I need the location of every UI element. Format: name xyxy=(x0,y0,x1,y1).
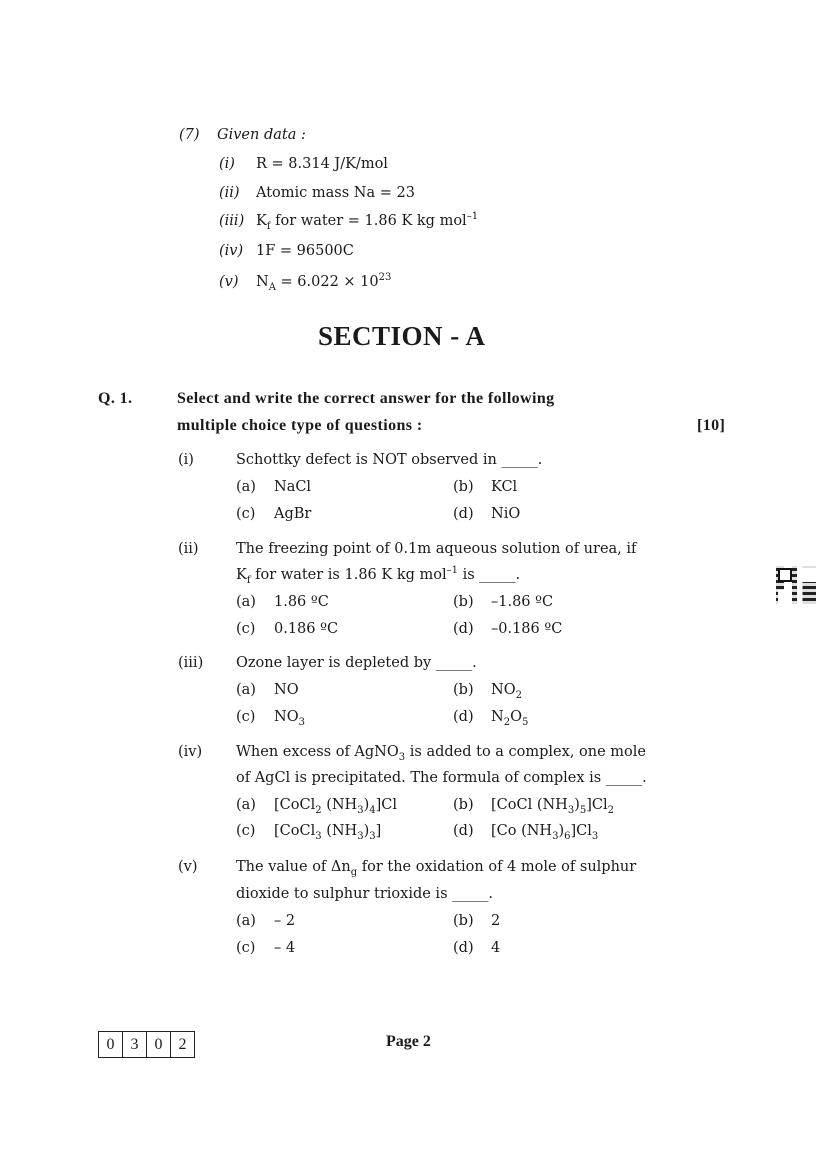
option-text: NaCl xyxy=(274,479,312,495)
option-text: 2 xyxy=(491,913,501,929)
paper-code-digit: 0 xyxy=(99,1032,123,1057)
option-label: (c) xyxy=(236,940,256,956)
option-label: (c) xyxy=(236,621,256,637)
question-number: Q. 1. xyxy=(98,390,133,407)
option-label: (b) xyxy=(453,479,474,495)
option-text: 1.86 ºC xyxy=(274,594,329,610)
option-text: 0.186 ºC xyxy=(274,621,339,637)
subquestion-text: Schottky defect is NOT observed in _____. xyxy=(236,452,543,468)
option-label: (a) xyxy=(236,682,256,698)
option-label: (b) xyxy=(453,682,474,698)
page-number: Page 2 xyxy=(386,1033,431,1050)
option-label: (d) xyxy=(453,709,474,725)
paper-code-digit: 3 xyxy=(123,1032,147,1057)
option-label: (c) xyxy=(236,506,256,522)
given-data-title: Given data : xyxy=(217,127,306,143)
subquestion-text: of AgCl is precipitated. The formula of complex is _____. xyxy=(236,770,647,786)
subquestion-text: When excess of AgNO$_3$ is added to a complex, one mole xyxy=(236,744,646,763)
paper-code-digit: 2 xyxy=(178,1035,187,1053)
subquestion-number: (ii) xyxy=(178,541,199,557)
subquestion-number: (iii) xyxy=(178,655,204,671)
qr-code xyxy=(776,566,816,604)
option-label: (b) xyxy=(453,913,474,929)
given-item-label: (iv) xyxy=(219,243,244,259)
option-text: [CoCl$_2$ $(NH_3)_4]Cl$ xyxy=(274,797,398,816)
subquestion-number: (v) xyxy=(178,859,198,875)
option-label: (c) xyxy=(236,709,256,725)
option-text: NiO xyxy=(491,506,521,522)
section-title: SECTION - A xyxy=(318,321,486,351)
paper-code-box xyxy=(98,1031,195,1058)
option-text: AgBr xyxy=(274,506,312,522)
option-text: $NO_2$ xyxy=(491,682,522,701)
option-label: (c) xyxy=(236,823,256,839)
option-label: (d) xyxy=(453,823,474,839)
option-text: NO xyxy=(274,682,299,698)
given-item-text: R = 8.314 J/K/mol xyxy=(256,156,388,172)
marks-badge: [10] xyxy=(697,417,726,434)
option-text: – 2 xyxy=(274,913,296,929)
option-label: (b) xyxy=(453,594,474,610)
given-item-label: (ii) xyxy=(219,185,240,201)
option-text: $N_2O_5$ xyxy=(491,709,529,728)
subquestion-number: (i) xyxy=(178,452,194,468)
option-text: [CoCl $(NH_3)_5]Cl_2$ xyxy=(491,797,614,816)
option-label: (a) xyxy=(236,594,256,610)
given-item-label: (i) xyxy=(219,156,235,172)
option-text: [Co $(NH_3)_6]Cl_3$ xyxy=(491,823,599,842)
option-text: –0.186 ºC xyxy=(491,621,563,637)
option-text: $NO_3$ xyxy=(274,709,305,728)
option-label: (b) xyxy=(453,797,474,813)
subquestion-number: (iv) xyxy=(178,744,203,760)
question-instruction: multiple choice type of questions : xyxy=(177,417,423,434)
given-item-text: Atomic mass Na = 23 xyxy=(256,185,415,201)
subquestion-text: The value of $\Delta n_g$ for the oxidation of 4 mole of sulphur xyxy=(236,859,637,878)
option-label: (a) xyxy=(236,479,256,495)
option-text: [CoCl$_3$ $(NH_3)_3$] xyxy=(274,823,382,842)
given-item-text: 1F = 96500C xyxy=(256,243,354,259)
given-item-text: $K_f$ for water = 1.86 K kg mol$^{-1}$ xyxy=(256,211,479,232)
subquestion-text: The freezing point of 0.1m aqueous solution of urea, if xyxy=(236,541,637,557)
given-data-number: (7) xyxy=(179,127,200,143)
option-text: – 4 xyxy=(274,940,296,956)
subquestion-text: Ozone layer is depleted by _____. xyxy=(236,655,477,671)
option-label: (d) xyxy=(453,506,474,522)
given-item-label: (iii) xyxy=(219,213,245,229)
given-item-label: (v) xyxy=(219,274,239,290)
subquestion-text: $K_f$ for water is 1.86 K kg mol$^{-1}$ is _____. xyxy=(236,565,521,586)
given-item-text: $N_A = 6.022 \times 10^{23}$ xyxy=(256,272,392,293)
option-label: (a) xyxy=(236,913,256,929)
paper-code-digit: 0 xyxy=(147,1032,171,1057)
option-label: (d) xyxy=(453,621,474,637)
option-label: (a) xyxy=(236,797,256,813)
option-text: KCl xyxy=(491,479,518,495)
question-instruction: Select and write the correct answer for the following xyxy=(177,390,555,407)
option-text: –1.86 ºC xyxy=(491,594,554,610)
option-label: (d) xyxy=(453,940,474,956)
option-text: 4 xyxy=(491,940,501,956)
subquestion-text: dioxide to sulphur trioxide is _____. xyxy=(236,886,493,902)
